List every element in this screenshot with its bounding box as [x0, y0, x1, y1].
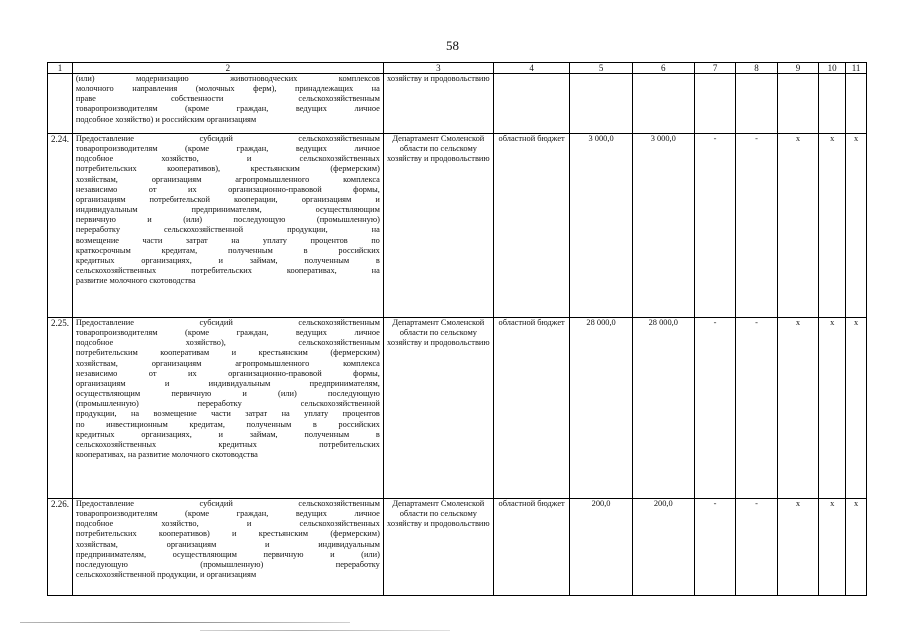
row-c5: [570, 74, 632, 134]
row-source: областной бюджет: [493, 318, 570, 499]
desc-line: потребительским кооперативам и крестьянским (фермерским): [75, 348, 380, 358]
row-c6: 3 000,0: [632, 134, 694, 318]
desc-line: продукции, на возмещение части затрат на уплату процентов: [75, 409, 380, 419]
desc-line: (или) модернизацию животноводческих комплексов: [75, 74, 380, 83]
desc-line: молочного направления (молочных ферм), принадлежащих на: [75, 84, 380, 94]
desc-line: последующую (промышленную) переработку: [75, 559, 380, 569]
col-header: 9: [777, 63, 818, 74]
scan-edge-line: [20, 622, 350, 623]
desc-line: товаропроизводителям (кроме граждан, ведущих личное: [75, 509, 380, 519]
row-c6: 28 000,0: [632, 318, 694, 499]
desc-line: индивидуальным предпринимателям, осуществляющим: [75, 205, 380, 215]
col-header: 5: [570, 63, 632, 74]
row-c8: -: [736, 318, 777, 499]
desc-line: Предоставление субсидий сельскохозяйственным: [75, 134, 380, 143]
row-c10: х: [819, 499, 846, 596]
desc-line: (промышленную) переработку сельскохозяйственной: [75, 399, 380, 409]
desc-line: по инвестиционным кредитам, полученным в российских: [75, 419, 380, 429]
col-header: 10: [819, 63, 846, 74]
desc-line: сельскохозяйственной продукции, и организациям: [75, 570, 257, 580]
row-description: [72, 74, 383, 134]
row-c5: 3 000,0: [570, 134, 632, 318]
row-description: [72, 499, 383, 596]
desc-line: потребительских кооперативов), крестьянским (фермерским): [75, 164, 380, 174]
desc-line: организациям и индивидуальным предпринимателям,: [75, 378, 380, 388]
desc-line: кредитных организациях, и займам, полученным в: [75, 255, 380, 265]
desc-line: кредитных организациях, и займам, полученным в: [75, 429, 380, 439]
desc-line: переработку сельскохозяйственной продукции, на: [75, 225, 380, 235]
row-executor: Департамент Смоленской области по сельскому хозяйству и продовольствию: [383, 499, 493, 596]
col-header: 1: [48, 63, 73, 74]
row-c9: [777, 74, 818, 134]
table-row: [48, 134, 867, 318]
desc-line: подсобное хозяйство, и сельскохозяйственных: [75, 154, 380, 164]
row-c8: -: [736, 134, 777, 318]
row-source: [493, 74, 570, 134]
row-c7: [694, 74, 735, 134]
col-header: 11: [846, 63, 867, 74]
desc-line: кооперативах, на развитие молочного скотоводства: [75, 450, 258, 460]
desc-line: Предоставление субсидий сельскохозяйственным: [75, 499, 380, 508]
row-c9: х: [777, 499, 818, 596]
desc-line: потребительских кооперативов) и крестьянским (фермерским): [75, 529, 380, 539]
desc-line: товаропроизводителям (кроме граждан, ведущих личное: [75, 104, 380, 114]
row-executor: Департамент Смоленской области по сельскому хозяйству и продовольствию: [383, 134, 493, 318]
row-c7: -: [694, 499, 735, 596]
row-c8: -: [736, 499, 777, 596]
table-row: [48, 499, 867, 596]
row-description: [72, 134, 383, 318]
row-number: 2.26.: [48, 499, 73, 596]
row-c11: х: [846, 318, 867, 499]
row-c10: х: [819, 318, 846, 499]
program-table: [47, 62, 867, 596]
desc-line: организациям потребительской кооперации, организациям и: [75, 194, 380, 204]
desc-line: краткосрочным кредитам, полученным в российских: [75, 245, 380, 255]
desc-line: хозяйствам, организациям агропромышленного комплекса: [75, 358, 380, 368]
desc-line: хозяйствам, организациям агропромышленного комплекса: [75, 174, 380, 184]
row-c11: х: [846, 499, 867, 596]
desc-line: подсобное хозяйство, и сельскохозяйственных: [75, 519, 380, 529]
desc-line: осуществляющим первичную и (или) последующую: [75, 389, 380, 399]
desc-line: сельскохозяйственных кредитных потребительских: [75, 439, 380, 449]
row-c8: [736, 74, 777, 134]
row-number: [48, 74, 73, 134]
col-header: 7: [694, 63, 735, 74]
col-header: 4: [493, 63, 570, 74]
scan-edge-line: [200, 630, 450, 631]
desc-line: Предоставление субсидий сельскохозяйственным: [75, 318, 380, 327]
row-c7: -: [694, 134, 735, 318]
desc-line: праве собственности сельскохозяйственным: [75, 94, 380, 104]
desc-line: предпринимателям, осуществляющим первичную и (или): [75, 549, 380, 559]
column-number-row: [48, 63, 867, 74]
row-c9: х: [777, 318, 818, 499]
desc-line: независимо от их организационно-правовой формы,: [75, 184, 380, 194]
row-c5: 200,0: [570, 499, 632, 596]
desc-line: независимо от их организационно-правовой формы,: [75, 368, 380, 378]
row-c6: 200,0: [632, 499, 694, 596]
desc-line: первичную и (или) последующую (промышленную): [75, 215, 380, 225]
col-header: 6: [632, 63, 694, 74]
row-number: 2.25.: [48, 318, 73, 499]
table-row: [48, 318, 867, 499]
row-c7: -: [694, 318, 735, 499]
row-number: 2.24.: [48, 134, 73, 318]
row-c11: х: [846, 134, 867, 318]
row-c5: 28 000,0: [570, 318, 632, 499]
row-description: [72, 318, 383, 499]
row-source: областной бюджет: [493, 499, 570, 596]
row-c9: х: [777, 134, 818, 318]
col-header: 3: [383, 63, 493, 74]
desc-line: возмещение части затрат на уплату процентов по: [75, 235, 380, 245]
desc-line: подсобное хозяйство), сельскохозяйственным: [75, 338, 380, 348]
row-c10: х: [819, 134, 846, 318]
col-header: 2: [72, 63, 383, 74]
row-c10: [819, 74, 846, 134]
page-number: 58: [446, 38, 459, 53]
row-c6: [632, 74, 694, 134]
row-executor: Департамент Смоленской области по сельскому хозяйству и продовольствию: [383, 318, 493, 499]
desc-line: товаропроизводителям (кроме граждан, ведущих личное: [75, 144, 380, 154]
row-executor: хозяйству и продовольствию: [383, 74, 493, 134]
row-c11: [846, 74, 867, 134]
row-source: областной бюджет: [493, 134, 570, 318]
desc-line: сельскохозяйственных потребительских кооперативах, на: [75, 266, 380, 276]
table-row: [48, 74, 867, 134]
col-header: 8: [736, 63, 777, 74]
desc-line: товаропроизводителям (кроме граждан, ведущих личное: [75, 328, 380, 338]
desc-line: хозяйствам, организациям и индивидуальным: [75, 539, 380, 549]
desc-line: развитие молочного скотоводства: [75, 276, 196, 286]
desc-line: подсобное хозяйство) и российским организациям: [75, 114, 257, 124]
